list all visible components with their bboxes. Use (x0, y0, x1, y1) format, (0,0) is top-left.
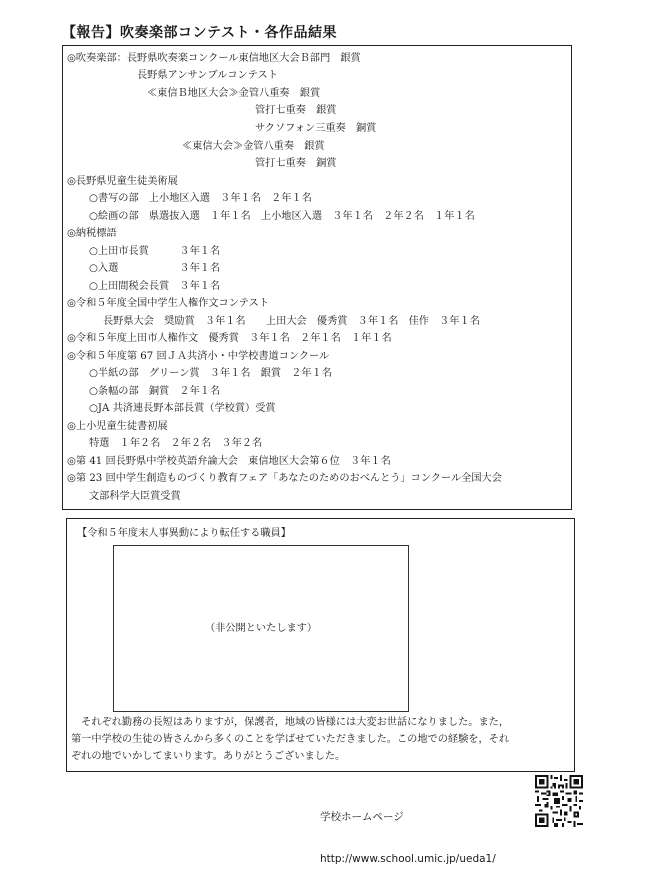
result-line: ◎納税標語 (67, 228, 117, 239)
result-line: 管打七重奏 銀賞 (255, 105, 337, 116)
result-line: ○上田間税会長賞 ３年１名 (89, 281, 221, 292)
personnel-box (66, 518, 575, 772)
result-line: ≪東信Ｂ地区大会≫金管八重奏 銀賞 (147, 88, 321, 99)
photo-placeholder (113, 545, 409, 712)
result-line: 長野県アンサンブルコンテスト (137, 70, 278, 81)
result-line: ◎長野県児童生徒美術展 (67, 176, 178, 187)
result-line: ◎令和５年度全国中学生人権作文コンテスト (67, 298, 270, 309)
message-line: ぞれの地でいかしてまいります。ありがとうございました。 (71, 751, 346, 762)
result-line: ○半紙の部 グリーン賞 ３年１名 銀賞 ２年１名 (89, 368, 332, 379)
photo-placeholder-label: （非公開といたします） (204, 623, 318, 634)
result-line: ○絵画の部 県選抜入選 １年１名 上小地区入選 ３年１名 ２年２名 １年１名 (89, 211, 475, 222)
result-line: 文部科学大臣賞受賞 (89, 491, 181, 502)
result-line: ○入選 ３年１名 (89, 263, 221, 274)
qr-code (535, 775, 583, 827)
result-line: 特選 １年２名 ２年２名 ３年２名 (89, 438, 263, 449)
result-line: ○上田市長賞 ３年１名 (89, 246, 221, 257)
result-line: ○書写の部 上小地区入選 ３年１名 ２年１名 (89, 193, 312, 204)
result-line: ◎令和５年度上田市人権作文 優秀賞 ３年１名 ２年１名 １年１名 (67, 333, 392, 344)
footer (320, 782, 496, 880)
homepage-url[interactable]: http://www.school.umic.jp/ueda1/ (320, 853, 496, 865)
result-line: ◎上小児童生徒書初展 (67, 421, 168, 432)
message-line: それぞれ勤務の長短はありますが，保護者，地域の皆様には大変お世話になりました。また， (71, 717, 510, 728)
results-box (62, 45, 572, 510)
result-line: 管打七重奏 銅賞 (255, 158, 337, 169)
homepage-label: 学校ホームページ (320, 811, 404, 823)
result-line: サクソフォン三重奏 銅賞 (255, 123, 377, 134)
result-line: ○条幅の部 銅賞 ２年１名 (89, 386, 221, 397)
result-line: ◎令和５年度第 67 回ＪＡ共済小・中学校書道コンクール (67, 351, 330, 362)
personnel-heading: 【令和５年度末人事異動により転任する職員】 (77, 528, 291, 539)
result-line: ◎第 23 回中学生創造ものづくり教育フェア「あなたのためのおべんとう」コンクール全国大会 (67, 473, 502, 484)
result-line: ≪東信大会≫金管八重奏 銀賞 (182, 141, 325, 152)
result-line: ◎吹奏楽部：長野県吹奏楽コンクール東信地区大会Ｂ部門 銀賞 (67, 53, 361, 64)
message-line: 第一中学校の生徒の皆さんから多くのことを学ばせていただきました。この地での経験を，それ (71, 734, 510, 745)
result-line: 長野県大会 奨励賞 ３年１名 上田大会 優秀賞 ３年１名 佳作 ３年１名 (103, 316, 480, 327)
result-line: ○JA 共済連長野本部長賞（学校賞）受賞 (89, 403, 276, 414)
result-line: ◎第 41 回長野県中学校英語弁論大会 東信地区大会第６位 ３年１名 (67, 456, 391, 467)
page-title: 【報告】吹奏楽部コンテスト・各作品結果 (62, 25, 337, 41)
